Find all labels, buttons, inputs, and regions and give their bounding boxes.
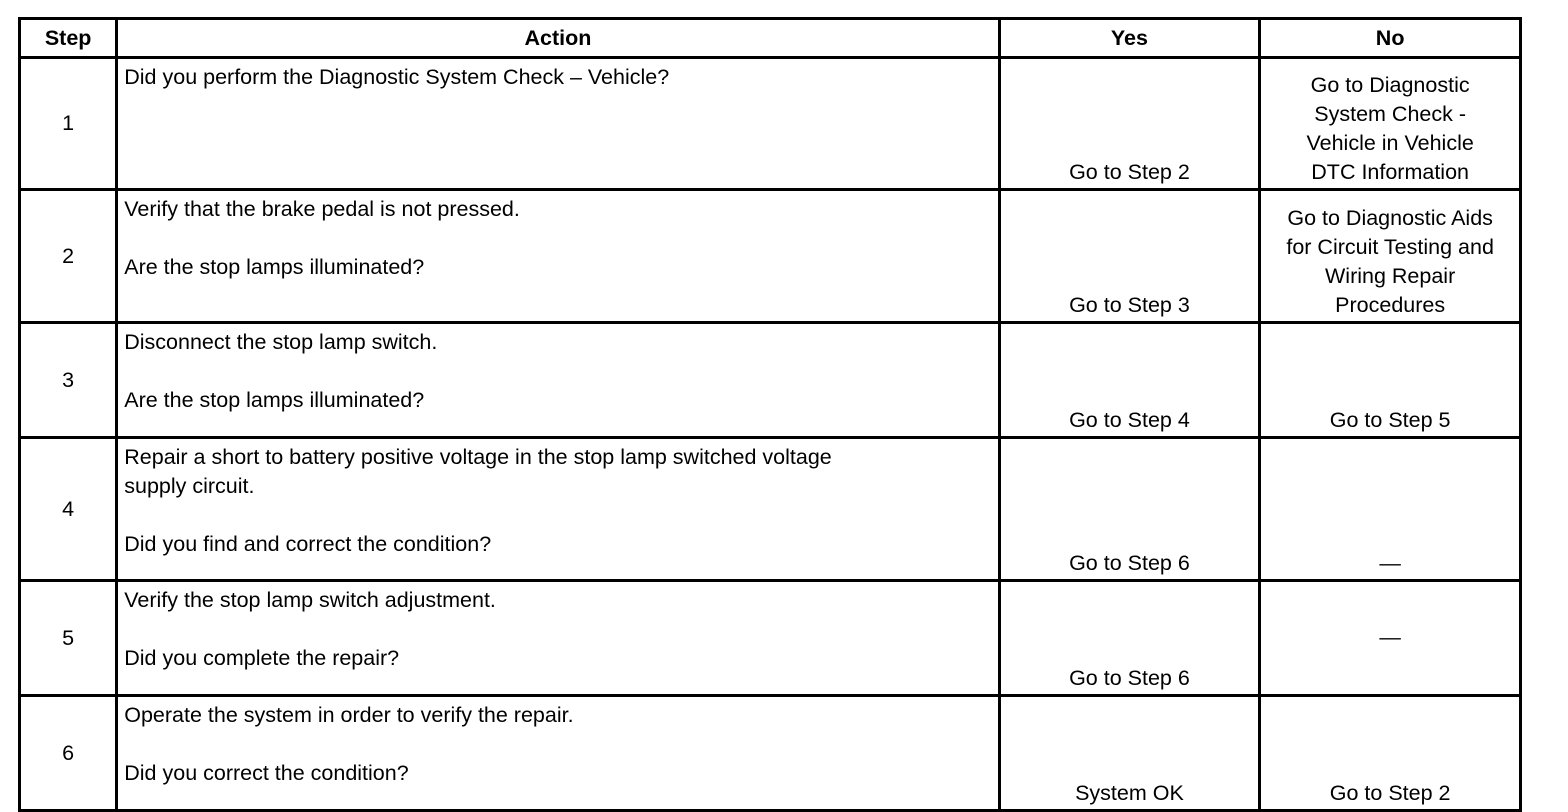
step-number: 1	[20, 58, 117, 190]
no-text-line: Go to Diagnostic	[1310, 73, 1470, 97]
action-text: supply circuit.	[124, 474, 255, 498]
header-row	[20, 19, 1521, 58]
no-text-line: Go to Step 2	[1329, 781, 1451, 805]
action-cell	[117, 696, 999, 811]
header-action: Action	[117, 19, 999, 58]
action-text: Disconnect the stop lamp switch.	[124, 330, 438, 354]
header-yes: Yes	[999, 19, 1260, 58]
action-question: Did you find and correct the condition?	[124, 532, 492, 556]
no-cell	[1260, 696, 1521, 811]
header-no: No	[1260, 19, 1521, 58]
action-cell	[117, 190, 999, 323]
table-row	[20, 190, 1521, 323]
table-row	[20, 581, 1521, 696]
no-text-line: Go to Step 5	[1329, 408, 1451, 432]
yes-cell: Go to Step 4	[999, 323, 1260, 438]
no-dash: —	[1379, 625, 1401, 649]
step-number: 3	[20, 323, 117, 438]
step-number: 4	[20, 438, 117, 581]
no-cell	[1260, 323, 1521, 438]
diagnostic-table	[18, 17, 1522, 812]
action-cell	[117, 581, 999, 696]
table-row	[20, 696, 1521, 811]
yes-cell: Go to Step 6	[999, 581, 1260, 696]
step-number: 2	[20, 190, 117, 323]
no-cell	[1260, 438, 1521, 581]
yes-cell: Go to Step 2	[999, 58, 1260, 190]
action-cell	[117, 323, 999, 438]
no-dash: —	[1379, 551, 1401, 575]
action-text: Operate the system in order to verify the repair.	[124, 703, 574, 727]
step-number: 6	[20, 696, 117, 811]
no-text-line: System Check -	[1314, 102, 1466, 126]
yes-cell: System OK	[999, 696, 1260, 811]
action-text: Verify the stop lamp switch adjustment.	[124, 588, 496, 612]
table-row	[20, 323, 1521, 438]
no-cell	[1260, 190, 1521, 323]
no-cell	[1260, 581, 1521, 696]
action-text: Verify that the brake pedal is not pressed.	[124, 197, 520, 221]
no-text-line: for Circuit Testing and	[1286, 235, 1494, 259]
action-question: Did you complete the repair?	[124, 646, 400, 670]
no-text-line: Procedures	[1335, 293, 1446, 317]
table-row	[20, 58, 1521, 190]
step-number: 5	[20, 581, 117, 696]
no-text-line: DTC Information	[1311, 160, 1469, 184]
no-text-line: Wiring Repair	[1325, 264, 1456, 288]
action-cell	[117, 58, 999, 190]
action-question: Did you correct the condition?	[124, 761, 409, 785]
yes-cell: Go to Step 3	[999, 190, 1260, 323]
no-cell	[1260, 58, 1521, 190]
table-row	[20, 438, 1521, 581]
action-cell	[117, 438, 999, 581]
action-text: Repair a short to battery positive voltage in the stop lamp switched voltage	[124, 445, 832, 469]
yes-cell: Go to Step 6	[999, 438, 1260, 581]
header-step: Step	[20, 19, 117, 58]
action-question: Are the stop lamps illuminated?	[124, 388, 425, 412]
action-text: Did you perform the Diagnostic System Check – Vehicle?	[124, 65, 670, 89]
action-question: Are the stop lamps illuminated?	[124, 255, 425, 279]
no-text-line: Vehicle in Vehicle	[1306, 131, 1474, 155]
no-text-line: Go to Diagnostic Aids	[1287, 206, 1493, 230]
